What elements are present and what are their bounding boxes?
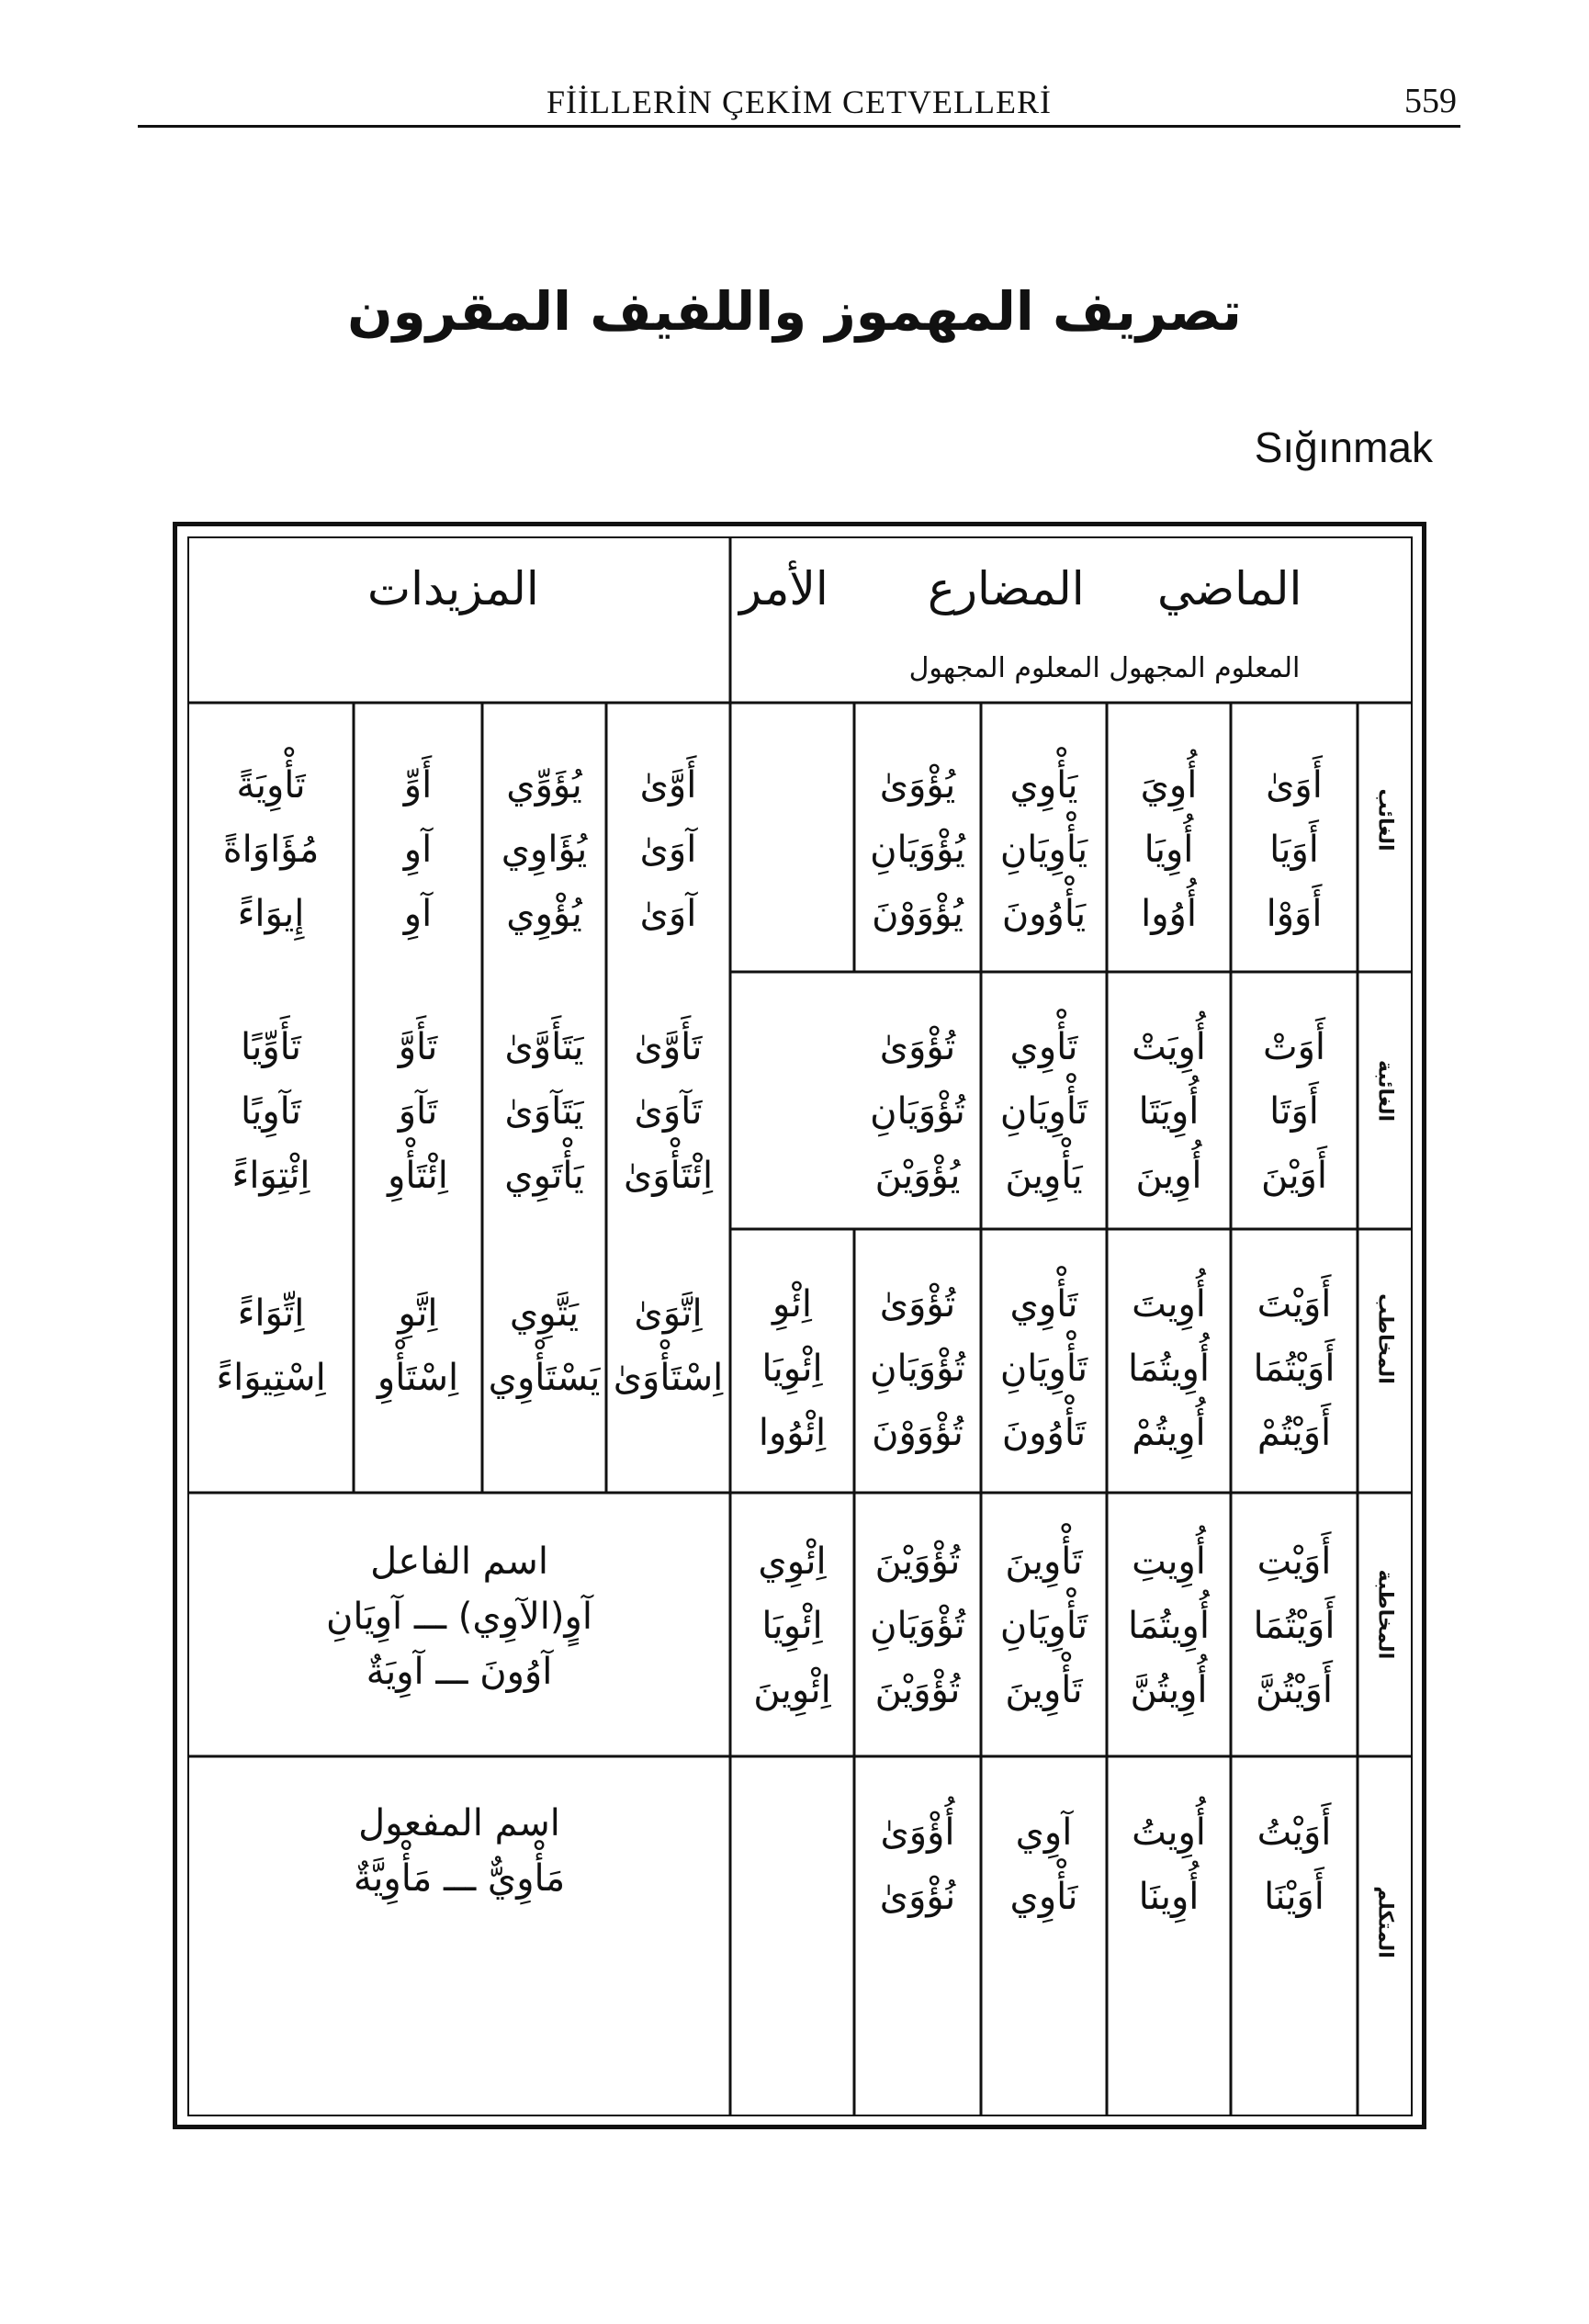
form-cell: أَوَيْتَ <box>1257 1283 1332 1326</box>
form-cell: تُؤْوَيَانِ <box>870 1605 965 1647</box>
page-title: تصريف المهموز واللفيف المقرون <box>347 280 1242 343</box>
form-cell: أَوَيْنَا <box>1264 1876 1324 1918</box>
mudari-header: المضارع <box>928 562 1085 615</box>
form-cell: تَآوَىٰ <box>634 1090 703 1133</box>
row-label-mukhatab: المخاطب <box>1373 1293 1397 1384</box>
form-cell: يَأْوُونَ <box>1001 893 1087 935</box>
row-label-mutakallim: المتكلم <box>1373 1886 1397 1958</box>
madi-majhul-mutakallim <box>1107 1800 1231 1929</box>
form-cell: يَأْوِينَ <box>1005 1155 1083 1197</box>
mazid-2-gaiba <box>482 1015 606 1208</box>
mazid-3-mukhatab <box>354 1281 482 1410</box>
mudari-majhul-mukhatab <box>854 1272 981 1465</box>
form-cell: اِتَّوَىٰ <box>634 1292 703 1335</box>
form-cell: يُؤَاوِي <box>501 829 588 871</box>
amr-mukhataba <box>730 1529 854 1722</box>
form-cell: مُؤَاوَاةً <box>222 829 320 871</box>
mudari-majhul-mukhataba <box>854 1529 981 1722</box>
form-cell: أَوَيْتُنَّ <box>1255 1669 1334 1711</box>
form-cell: تَأْوِيَانِ <box>999 1090 1088 1133</box>
form-cell: تَأْوِيَانِ <box>999 1348 1088 1390</box>
mazid-1-gaib <box>606 753 730 946</box>
form-cell: أَوَىٰ <box>1266 764 1323 807</box>
form-cell: اِئْوِيَا <box>761 1348 823 1390</box>
form-cell: أُؤْوَىٰ <box>880 1811 955 1854</box>
mazid-1-mukhatab <box>606 1281 730 1410</box>
form-cell: أَوَيْتِ <box>1257 1540 1332 1583</box>
form-cell: تَأَوَّ <box>398 1026 438 1068</box>
form-cell: اِئْتِوَاءً <box>231 1155 310 1197</box>
form-cell: يُؤْوَوْنَ <box>872 893 964 935</box>
form-cell: تُؤْوَىٰ <box>879 1026 956 1068</box>
form-cell: أُوِيتُمْ <box>1132 1412 1206 1454</box>
form-cell: يَأْتَوِي <box>504 1155 584 1197</box>
form-cell: أَوَيْتُمَا <box>1253 1605 1335 1647</box>
mudari-malum-mukhataba <box>981 1529 1107 1722</box>
amr-header: الأمر <box>739 562 828 615</box>
form-cell: يَتَآوَىٰ <box>504 1090 584 1133</box>
form-cell: أُوِيتُنَّ <box>1130 1669 1208 1711</box>
form-cell: أُوِينَا <box>1138 1876 1200 1918</box>
verb-meaning: Sığınmak <box>1254 423 1433 471</box>
form-cell: اِئْوُوا <box>758 1412 827 1454</box>
form-cell: نُؤْوَىٰ <box>879 1876 956 1918</box>
form-cell: أُوُوا <box>1141 893 1197 935</box>
form-cell: تُؤْوَيْنَ <box>874 1540 961 1583</box>
form-cell: تَأْوِي <box>1009 1283 1078 1326</box>
form-cell: أَوَوْا <box>1266 893 1323 935</box>
form-cell: تَآوَ <box>398 1090 438 1133</box>
amr-mukhatab <box>730 1272 854 1465</box>
mazid-4-gaiba <box>188 1015 354 1208</box>
form-cell: تُؤْوَيْنَ <box>874 1669 961 1711</box>
mazid-2-gaib <box>482 753 606 946</box>
form-cell: اِئْوِيَا <box>761 1605 823 1647</box>
form-cell: اِتِّوَاءً <box>237 1292 305 1335</box>
mazid-header: المزيدات <box>367 562 539 615</box>
mazid-4-mukhatab <box>188 1281 354 1410</box>
form-cell: أَوِّ <box>403 764 433 807</box>
madi-malum-mukhataba <box>1231 1529 1358 1722</box>
form-cell: أُوِيَتَا <box>1138 1090 1200 1133</box>
mudari-malum-mutakallim <box>981 1800 1107 1929</box>
form-cell: آوِ <box>403 893 433 935</box>
madi-majhul-mukhatab <box>1107 1272 1231 1465</box>
mazid-3-gaib <box>354 753 482 946</box>
row-label-mukhataba: المخاطبة <box>1373 1569 1397 1660</box>
form-cell: تَأَوِّيًا <box>241 1026 301 1068</box>
ism-fail-line1: آوٍ(الآوِي) ـــ آوِيَانِ <box>326 1596 592 1638</box>
form-cell: أُوِيتُمَا <box>1128 1348 1210 1390</box>
form-cell: اِئْتَأْوَىٰ <box>623 1155 714 1197</box>
mudari-majhul-gaiba <box>854 1015 981 1208</box>
form-cell: أُوِيَ <box>1140 764 1198 807</box>
form-cell: آوِي <box>1015 1811 1073 1854</box>
madi-malum-gaib <box>1231 753 1358 946</box>
mudari-malum-mukhatab <box>981 1272 1107 1465</box>
row-label-gaiba: الغائبة <box>1373 1059 1397 1123</box>
form-cell: تُؤْوَوْنَ <box>872 1412 964 1454</box>
form-cell: تَأْوِي <box>1009 1026 1078 1068</box>
form-cell: إِيوَاءً <box>237 893 305 935</box>
form-cell: يُؤْوِي <box>506 893 582 935</box>
row-label-gaib: الغائب <box>1373 788 1397 852</box>
form-cell: اِسْتِيوَاءً <box>216 1357 326 1399</box>
form-cell: أُوِيَتْ <box>1132 1026 1206 1068</box>
form-cell: اِتَّوِ <box>398 1292 438 1335</box>
mazid-2-mukhatab <box>482 1281 606 1410</box>
form-cell: أُوِيتِ <box>1132 1540 1206 1583</box>
form-cell: أُوِينَ <box>1135 1155 1202 1197</box>
ism-fail-line2: آوُونَ ـــ آوِيَةٌ <box>366 1651 553 1693</box>
ism-maful-block <box>193 1796 726 1906</box>
madi-majhul-mukhataba <box>1107 1529 1231 1722</box>
form-cell: تَأْوِينَ <box>1005 1540 1083 1583</box>
form-cell: اِسْتَأْوَىٰ <box>613 1357 724 1399</box>
form-cell: اِئْوِينَ <box>753 1669 831 1711</box>
form-cell: يَتَأَوَّىٰ <box>504 1026 584 1068</box>
form-cell: نَأْوِي <box>1009 1876 1078 1918</box>
form-cell: يَأْوِيَانِ <box>999 829 1088 871</box>
form-cell: اِئْتَأْوِ <box>388 1155 448 1197</box>
form-cell: يُؤْوَىٰ <box>879 764 956 807</box>
form-cell: أُوِيتُ <box>1132 1811 1206 1854</box>
form-cell: أَوَتَا <box>1269 1090 1319 1133</box>
madi-header: الماضي <box>1157 562 1302 615</box>
form-cell: تَأْوِيَةً <box>236 764 306 807</box>
form-cell: تُؤْوَىٰ <box>879 1283 956 1326</box>
form-cell: أُوِيتَ <box>1132 1283 1206 1326</box>
mazid-1-gaiba <box>606 1015 730 1208</box>
running-title: FİİLLERİN ÇEKİM CETVELLERİ <box>547 84 1052 120</box>
form-cell: تُؤْوَيَانِ <box>870 1348 965 1390</box>
madi-majhul-gaiba <box>1107 1015 1231 1208</box>
form-cell: أَوَتْ <box>1262 1026 1326 1068</box>
form-cell: أَوَّىٰ <box>639 764 697 807</box>
ism-maful-line1: مَأْوِيٌّ ـــ مَأْوِيَّةٌ <box>353 1857 566 1900</box>
madi-malum-mukhatab <box>1231 1272 1358 1465</box>
form-cell: تَآوِيًا <box>241 1090 301 1133</box>
mudari-malum-gaib <box>981 753 1107 946</box>
ism-fail-label: اسم الفاعل <box>370 1540 548 1583</box>
voice-subheaders: المعلوم المجهول المعلوم المجهول <box>908 652 1301 684</box>
form-cell: تَأْوِيَانِ <box>999 1605 1088 1647</box>
ism-maful-label: اسم المفعول <box>358 1802 560 1845</box>
form-cell: يُؤَوِّي <box>506 764 582 807</box>
page-number: 559 <box>1404 82 1457 120</box>
mudari-malum-gaiba <box>981 1015 1107 1208</box>
mazid-3-gaiba <box>354 1015 482 1208</box>
form-cell: تَأَوَّىٰ <box>634 1026 703 1068</box>
form-cell: أُوِيَا <box>1144 829 1194 871</box>
form-cell: أَوَيْنَ <box>1261 1155 1328 1197</box>
madi-majhul-gaib <box>1107 753 1231 946</box>
form-cell: آوَىٰ <box>639 893 697 935</box>
form-cell: اِئْوِي <box>758 1540 827 1583</box>
form-cell: أَوَيْتُ <box>1257 1811 1332 1854</box>
form-cell: أَوَيَا <box>1269 829 1319 871</box>
form-cell: آوِ <box>403 829 433 871</box>
madi-malum-mutakallim <box>1231 1800 1358 1929</box>
form-cell: أَوَيْتُمْ <box>1257 1412 1332 1454</box>
form-cell: أَوَيْتُمَا <box>1253 1348 1335 1390</box>
mazid-4-gaib <box>188 753 354 946</box>
form-cell: يُؤْوَيْنَ <box>874 1155 961 1197</box>
mudari-majhul-gaib <box>854 753 981 946</box>
mudari-majhul-mutakallim <box>854 1800 981 1929</box>
form-cell: تُؤْوَيَانِ <box>870 1090 965 1133</box>
form-cell: أُوِيتُمَا <box>1128 1605 1210 1647</box>
form-cell: تَأْوُونَ <box>1001 1412 1087 1454</box>
form-cell: اِئْوِ <box>772 1283 812 1326</box>
form-cell: يُؤْوَيَانِ <box>870 829 965 871</box>
form-cell: اِسْتَأْوِ <box>377 1357 459 1399</box>
madi-malum-gaiba <box>1231 1015 1358 1208</box>
ism-fail-block <box>193 1534 726 1699</box>
form-cell: آوَىٰ <box>639 829 697 871</box>
form-cell: تَأْوِينَ <box>1005 1669 1083 1711</box>
form-cell: يَسْتَأْوِي <box>488 1357 601 1399</box>
form-cell: يَأْوِي <box>1009 764 1078 807</box>
form-cell: يَتَّوِي <box>509 1292 580 1335</box>
